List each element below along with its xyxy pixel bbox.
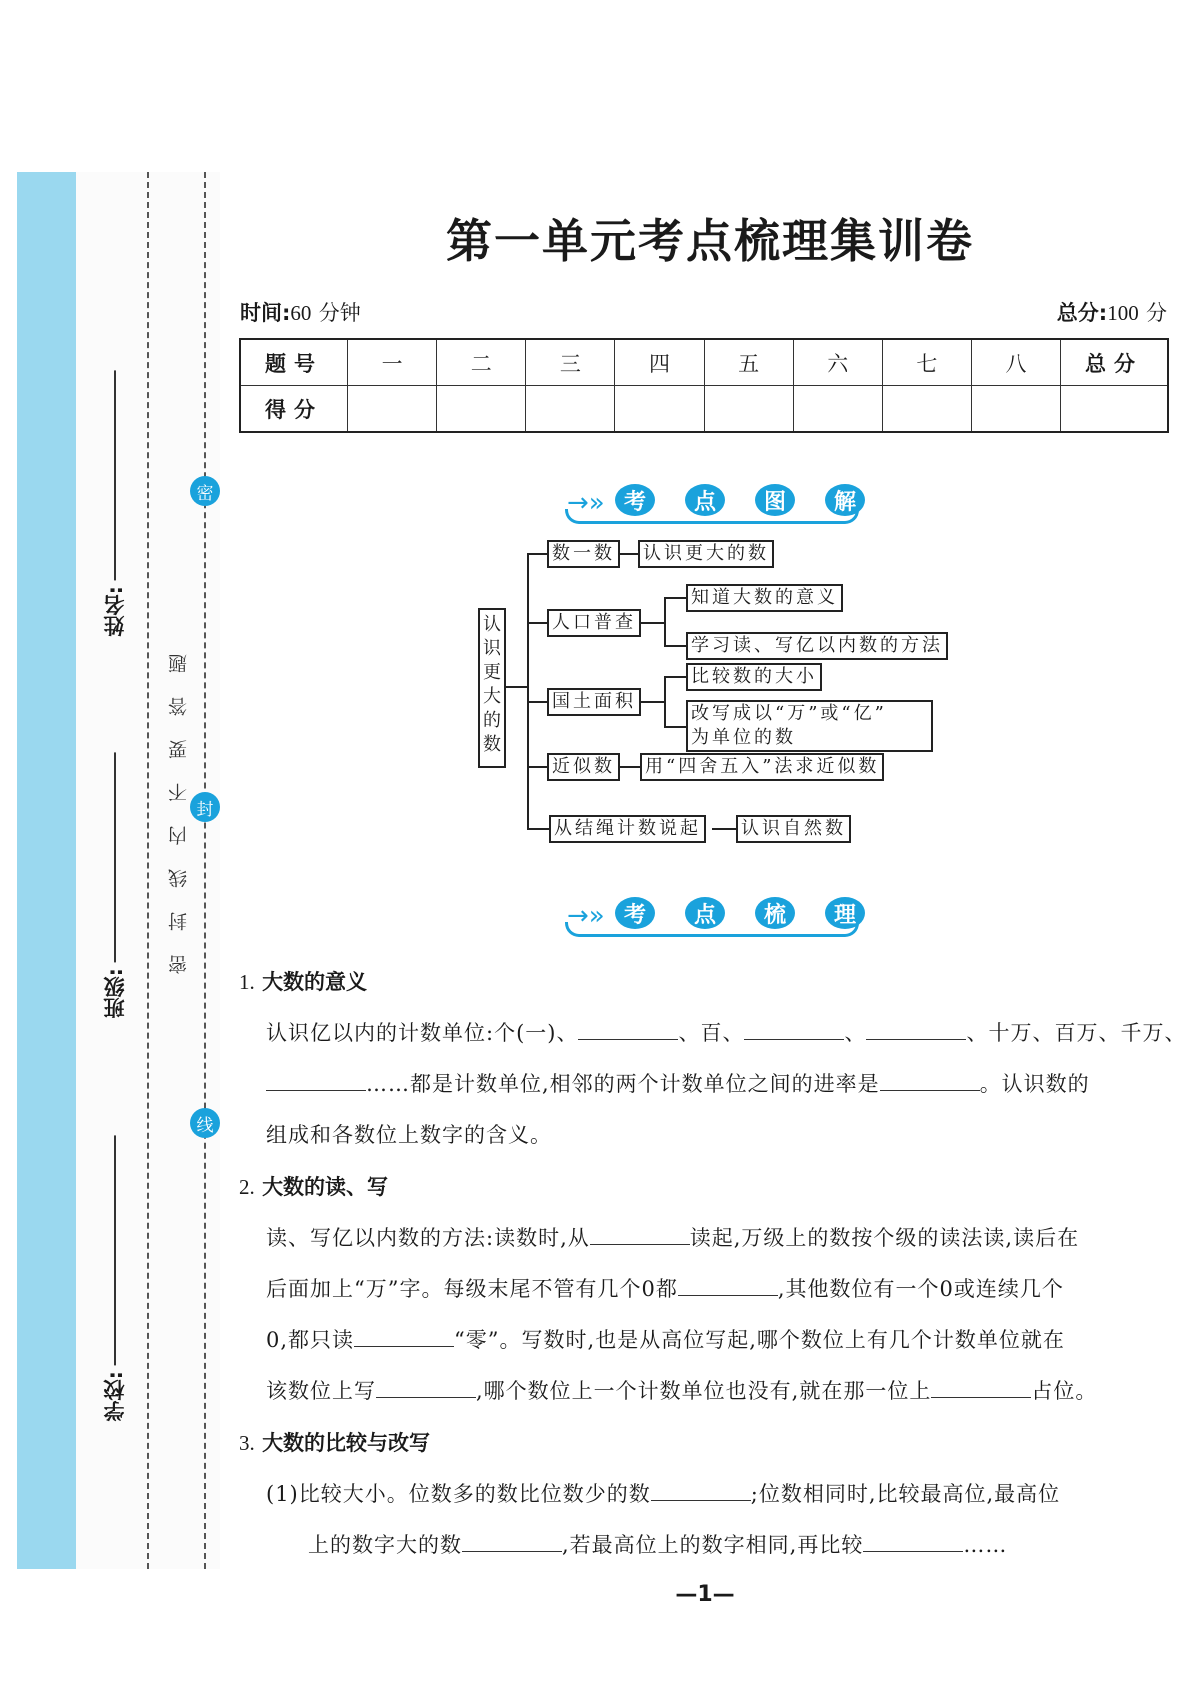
leaf: 认识自然数 xyxy=(736,815,851,843)
connector xyxy=(664,597,666,645)
fill-blank[interactable] xyxy=(578,1019,678,1040)
name-field[interactable] xyxy=(100,370,130,636)
connector xyxy=(664,645,686,647)
connector xyxy=(640,622,664,624)
section-2-line-1: 读、写亿以内数的方法:读数时,从 读起,万级上的数按个级的读法读,读后在 xyxy=(266,1226,1080,1250)
section-heading: 2. 大数的读、写 xyxy=(239,1175,389,1199)
section-1-line-3: 组成和各数位上数字的含义。 xyxy=(266,1123,552,1147)
banner-chip: 解 xyxy=(825,484,865,516)
banner-chip: 点 xyxy=(685,484,725,516)
page-title: 第一单元考点梳理集训卷 xyxy=(446,214,974,268)
fill-blank[interactable] xyxy=(590,1224,690,1245)
total-value: 100 xyxy=(1107,301,1139,325)
connector xyxy=(527,828,549,830)
score-cell-5[interactable] xyxy=(704,386,793,433)
banner-chip: 图 xyxy=(755,484,795,516)
name-input-line[interactable] xyxy=(114,370,116,580)
branch-area: 国土面积 xyxy=(547,688,641,716)
connector xyxy=(620,766,640,768)
section-3-line-1: (1)比较大小。位数多的数比位数少的数 ;位数相同时,比较最高位,最高位 xyxy=(266,1482,1061,1506)
fill-blank[interactable] xyxy=(678,1275,778,1296)
row-header-score: 得分 xyxy=(240,386,348,433)
leaf: 知道大数的意义 xyxy=(686,584,843,612)
col-8: 八 xyxy=(971,339,1060,386)
question-number-row xyxy=(240,339,1168,386)
leaf: 用“四舍五入”法求近似数 xyxy=(640,753,884,781)
score-cell-3[interactable] xyxy=(526,386,615,433)
banner-chip: 考 xyxy=(615,484,655,516)
arrow-icon: →» xyxy=(567,901,605,931)
fill-blank[interactable] xyxy=(376,1377,476,1398)
col-4: 四 xyxy=(615,339,704,386)
connector xyxy=(527,553,547,555)
banner-review xyxy=(565,893,865,941)
mindmap-root: 认识更大的数 xyxy=(478,608,506,768)
branch-approx: 近似数 xyxy=(547,753,620,781)
banner-chip: 理 xyxy=(825,897,865,929)
fill-blank[interactable] xyxy=(651,1480,751,1501)
time-unit: 分钟 xyxy=(318,301,361,325)
section-heading: 1. 大数的意义 xyxy=(239,970,368,994)
score-table xyxy=(239,338,1169,433)
banner-diagram xyxy=(565,480,865,528)
section-2-line-4: 该数位上写 ,哪个数位上一个计数单位也没有,就在那一位上 占位。 xyxy=(266,1379,1098,1403)
connector xyxy=(664,676,686,678)
leaf: 改写成以“万”或“亿” 为单位的数 xyxy=(686,700,933,752)
banner-chip: 点 xyxy=(685,897,725,929)
fill-blank[interactable] xyxy=(744,1019,844,1040)
school-input-line[interactable] xyxy=(114,1135,116,1365)
leaf: 比较数的大小 xyxy=(686,663,822,691)
seal-mark-feng: 封 xyxy=(190,792,220,822)
section-heading: 3. 大数的比较与改写 xyxy=(239,1431,431,1455)
fill-blank[interactable] xyxy=(266,1070,366,1091)
score-cell-1[interactable] xyxy=(348,386,437,433)
branch-knot: 从结绳计数说起 xyxy=(549,815,706,843)
col-3: 三 xyxy=(526,339,615,386)
fill-blank[interactable] xyxy=(863,1531,963,1552)
col-5: 五 xyxy=(704,339,793,386)
fill-blank[interactable] xyxy=(462,1531,562,1552)
col-1: 一 xyxy=(348,339,437,386)
connector xyxy=(620,553,638,555)
class-input-line[interactable] xyxy=(114,752,116,962)
fill-blank[interactable] xyxy=(866,1019,966,1040)
page-number: —1— xyxy=(675,1582,735,1607)
row-header-question: 题号 xyxy=(240,339,348,386)
connector xyxy=(664,726,686,728)
school-field[interactable] xyxy=(100,1135,130,1421)
col-total: 总分 xyxy=(1061,339,1169,386)
score-cell-6[interactable] xyxy=(793,386,882,433)
leaf: 学习读、写亿以内数的方法 xyxy=(686,632,948,660)
time-limit xyxy=(240,297,361,327)
seal-line-inner xyxy=(147,172,149,1569)
branch-count: 数一数 xyxy=(547,540,620,568)
score-cell-7[interactable] xyxy=(882,386,971,433)
connector xyxy=(712,828,736,830)
banner-chip: 梳 xyxy=(755,897,795,929)
section-3-line-2: 上的数字大的数 ,若最高位上的数字相同,再比较 …… xyxy=(308,1533,1008,1557)
score-cell-total[interactable] xyxy=(1061,386,1169,433)
section-2-line-2: 后面加上“万”字。每级末尾不管有几个0都 ,其他数位有一个0或连续几个 xyxy=(266,1277,1064,1301)
score-cell-2[interactable] xyxy=(437,386,526,433)
connector xyxy=(640,701,664,703)
col-7: 七 xyxy=(882,339,971,386)
banner-chip: 考 xyxy=(615,897,655,929)
total-unit: 分 xyxy=(1146,301,1167,325)
connector xyxy=(664,676,666,726)
seal-line-outer xyxy=(204,172,206,1569)
connector xyxy=(527,553,529,828)
total-label: 总分: xyxy=(1056,301,1108,325)
section-1-line-1: 认识亿以内的计数单位:个(一)、 、百、 、 、十万、百万、千万、 xyxy=(266,1021,1187,1045)
branch-census: 人口普查 xyxy=(547,609,641,637)
connector xyxy=(527,701,547,703)
score-row xyxy=(240,386,1168,433)
connector xyxy=(527,766,547,768)
arrow-icon: →» xyxy=(567,488,605,518)
time-value: 60 xyxy=(290,301,312,325)
connector xyxy=(506,686,528,688)
seal-notice: 密封线内不要答题 xyxy=(168,630,190,974)
time-label: 时间: xyxy=(240,301,291,325)
section-1-line-2: ……都是计数单位,相邻的两个计数单位之间的进率是 。认识数的 xyxy=(266,1068,1090,1098)
seal-mark-mi: 密 xyxy=(190,476,220,506)
connector xyxy=(527,622,547,624)
score-cell-8[interactable] xyxy=(971,386,1060,433)
fill-blank[interactable] xyxy=(354,1326,454,1347)
score-cell-4[interactable] xyxy=(615,386,704,433)
fill-blank[interactable] xyxy=(931,1377,1031,1398)
binding-strip xyxy=(17,172,76,1569)
col-2: 二 xyxy=(437,339,526,386)
name-label: 姓名: xyxy=(103,586,127,637)
seal-mark-xian: 线 xyxy=(190,1108,220,1138)
connector xyxy=(664,597,686,599)
class-field[interactable] xyxy=(100,752,130,1018)
school-label: 学校: xyxy=(103,1371,127,1422)
total-score xyxy=(1057,297,1167,327)
class-label: 班级: xyxy=(103,968,127,1019)
col-6: 六 xyxy=(793,339,882,386)
fill-blank[interactable] xyxy=(880,1070,980,1091)
section-2-line-3: 0,都只读 “零”。写数时,也是从高位写起,哪个数位上有几个计数单位就在 xyxy=(266,1328,1065,1352)
leaf: 认识更大的数 xyxy=(638,540,774,568)
